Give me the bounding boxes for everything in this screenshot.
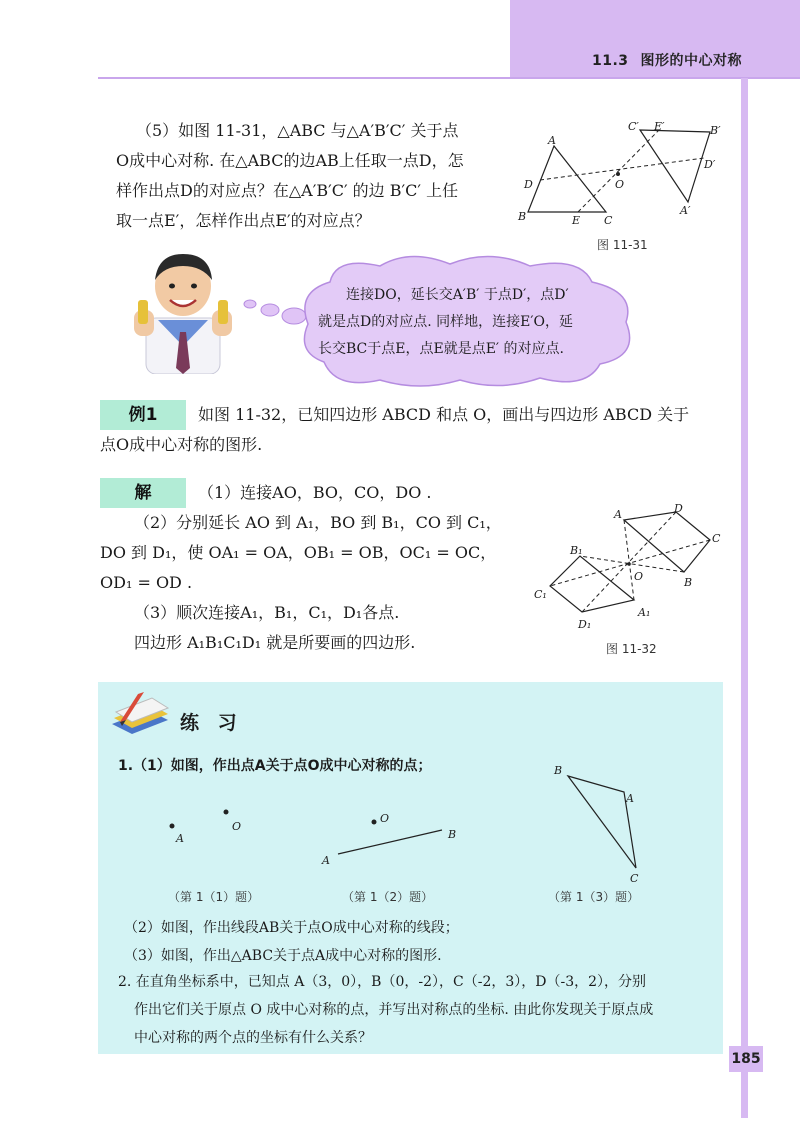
- figure-11-31-caption: 图 11-31: [597, 238, 648, 252]
- figure-11-32-caption: 图 11-32: [606, 642, 657, 656]
- label-C1: C₁: [534, 588, 547, 601]
- solution: [100, 478, 520, 658]
- question-line: （3）如图，作出△ABC关于点A成中心对称的图形.: [124, 948, 442, 964]
- problem-5-line: 取一点E′，怎样作出点E′的对应点？: [116, 211, 371, 230]
- label-A: A: [548, 134, 556, 147]
- section-heading: [592, 50, 742, 70]
- bubble-line: 长交BC于点E，点E就是点E′ 的对应点.: [318, 341, 564, 357]
- bubble-line: 连接DO，延长交A′B′ 于点D′，点D′: [346, 287, 569, 303]
- problem-5-line: O成中心对称. 在△ABC的边AB上任取一点D，怎: [116, 151, 464, 170]
- solution-line: （1）连接AO，BO，CO，DO .: [198, 483, 432, 502]
- solution-line: OD₁ = OD .: [100, 573, 193, 592]
- question-2: [118, 968, 722, 1052]
- label-A1: A′: [680, 204, 691, 217]
- label-O: O: [380, 812, 390, 825]
- practice-figure-3: [550, 762, 650, 886]
- bubble-line: 就是点D的对应点. 同样地，连接E′O，延: [318, 314, 574, 330]
- practice-figure-1-caption: （第 1（1）题）: [168, 890, 260, 904]
- point-o: [616, 172, 620, 176]
- practice-figure-2: [318, 808, 468, 870]
- quadrilateral-abcd: [624, 512, 710, 572]
- practice-figure-2-caption: （第 1（2）题）: [342, 890, 434, 904]
- quadrilateral-a1b1c1d1: [550, 556, 634, 612]
- label-D: D: [674, 502, 683, 515]
- label-O: O: [615, 178, 625, 191]
- label-C: C: [712, 532, 721, 545]
- label-B: B: [684, 576, 693, 589]
- figure-11-31: [514, 118, 734, 228]
- example-line: 点O成中心对称的图形.: [100, 435, 263, 454]
- label-A: A: [322, 854, 330, 867]
- label-C1: C′: [628, 120, 639, 133]
- section-title: 图形的中心对称: [640, 53, 743, 69]
- solution-line: （3）顺次连接A₁，B₁，C₁，D₁各点.: [134, 603, 400, 622]
- practice-title: 练 习: [180, 712, 243, 734]
- question-1-1: [118, 752, 618, 780]
- label-D1: D′: [704, 158, 716, 171]
- label-D1: D₁: [578, 618, 592, 631]
- practice-figure-1: [160, 800, 270, 850]
- label-B: B: [448, 828, 457, 841]
- label-B: B: [518, 210, 527, 223]
- label-A: A: [626, 792, 634, 805]
- header-rule: [98, 77, 800, 79]
- dashed-line-ee1: [578, 130, 659, 212]
- problem-5: [116, 116, 516, 236]
- example-tag: 例1: [100, 400, 186, 430]
- figure-11-32: [530, 500, 730, 636]
- triangle-a1b1c1: [640, 130, 710, 202]
- solution-tag: 解: [100, 478, 186, 508]
- question-line: 作出它们关于原点 O 成中心对称的点，并写出对称点的坐标. 由此你发现关于原点成: [134, 1002, 654, 1018]
- problem-5-line: （5）如图 11-31，△ABC 与△A′B′C′ 关于点: [136, 121, 459, 140]
- margin-rule: [741, 78, 748, 1118]
- books-pencil-icon: [108, 690, 172, 734]
- label-C: C: [604, 214, 613, 227]
- question-line: 中心对称的两个点的坐标有什么关系？: [134, 1030, 372, 1046]
- label-B1: B₁: [570, 544, 583, 557]
- solution-line: DO 到 D₁，使 OA₁ = OA，OB₁ = OB，OC₁ = OC，: [100, 543, 497, 562]
- dashed-line-dd1: [540, 158, 704, 180]
- problem-5-line: 样作出点D的对应点？在△A′B′C′ 的边 B′C′ 上任: [116, 181, 459, 200]
- practice-figure-3-caption: （第 1（3）题）: [548, 890, 640, 904]
- label-B: B: [554, 764, 563, 777]
- question-line: 2. 在直角坐标系中，已知点 A（3，0），B（0，-2），C（-2，3），D（-3，2），分别: [118, 974, 647, 990]
- label-O: O: [232, 820, 242, 833]
- label-E: E: [572, 214, 581, 227]
- label-A1: A₁: [638, 606, 651, 619]
- question-1-2-3: [118, 914, 718, 970]
- question-line: （2）如图，作出线段AB关于点O成中心对称的线段；: [124, 920, 459, 936]
- section-number: 11.3: [592, 53, 629, 69]
- boy-illustration: [128, 250, 238, 374]
- solution-line: 四边形 A₁B₁C₁D₁ 就是所要画的四边形.: [134, 633, 416, 652]
- solution-line: （2）分别延长 AO 到 A₁，BO 到 B₁，CO 到 C₁，: [134, 513, 502, 532]
- label-D: D: [524, 178, 533, 191]
- question-line: 1.（1）如图，作出点A关于点O成中心对称的点；: [118, 758, 432, 774]
- label-C: C: [630, 872, 639, 885]
- example-line: 如图 11-32，已知四边形 ABCD 和点 O，画出与四边形 ABCD 关于: [198, 405, 690, 424]
- label-A: A: [176, 832, 184, 845]
- bubble-text: [318, 282, 638, 363]
- page-number: 185: [729, 1046, 763, 1072]
- label-E1: E′: [654, 120, 665, 133]
- example-1: [100, 400, 730, 460]
- label-O: O: [634, 570, 644, 583]
- triangle-abc: [528, 146, 606, 212]
- label-B1: B′: [710, 124, 721, 137]
- label-A: A: [614, 508, 622, 521]
